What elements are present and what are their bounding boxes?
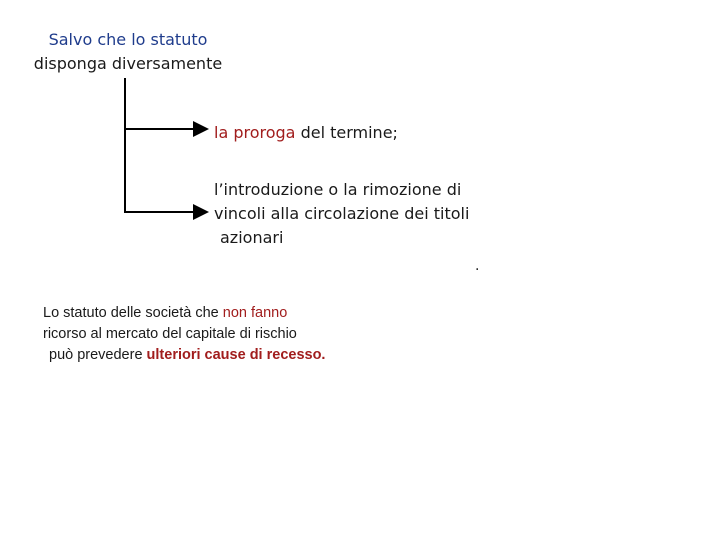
item-proroga-rest: del termine; [295,123,398,142]
item-vincoli-line-2: vincoli alla circolazione dei titoli [214,204,470,223]
note-line-3-text: può prevedere [49,347,147,363]
note-line-2: ricorso al mercato del capitale di rischio [43,326,297,342]
note-line-3 [43,345,325,366]
note-line-3-highlight: ulteriori cause di recesso. [146,347,326,363]
note-line-1 [43,303,325,324]
item-proroga-highlight: la proroga [214,123,296,142]
note-paragraph [43,303,325,366]
note-line-1-text: Lo statuto delle società che [43,305,223,321]
note-line-1-highlight: non fanno [222,305,288,321]
item-vincoli-line-1: l’introduzione o la rimozione di [214,180,462,199]
item-proroga [214,122,398,144]
item-vincoli [214,178,494,250]
heading-line-1: Salvo che lo statuto [48,30,208,49]
item-vincoli-line-3: azionari [220,228,284,247]
heading-line-2: disponga diversamente [33,54,223,73]
stray-dot: . [475,258,480,274]
